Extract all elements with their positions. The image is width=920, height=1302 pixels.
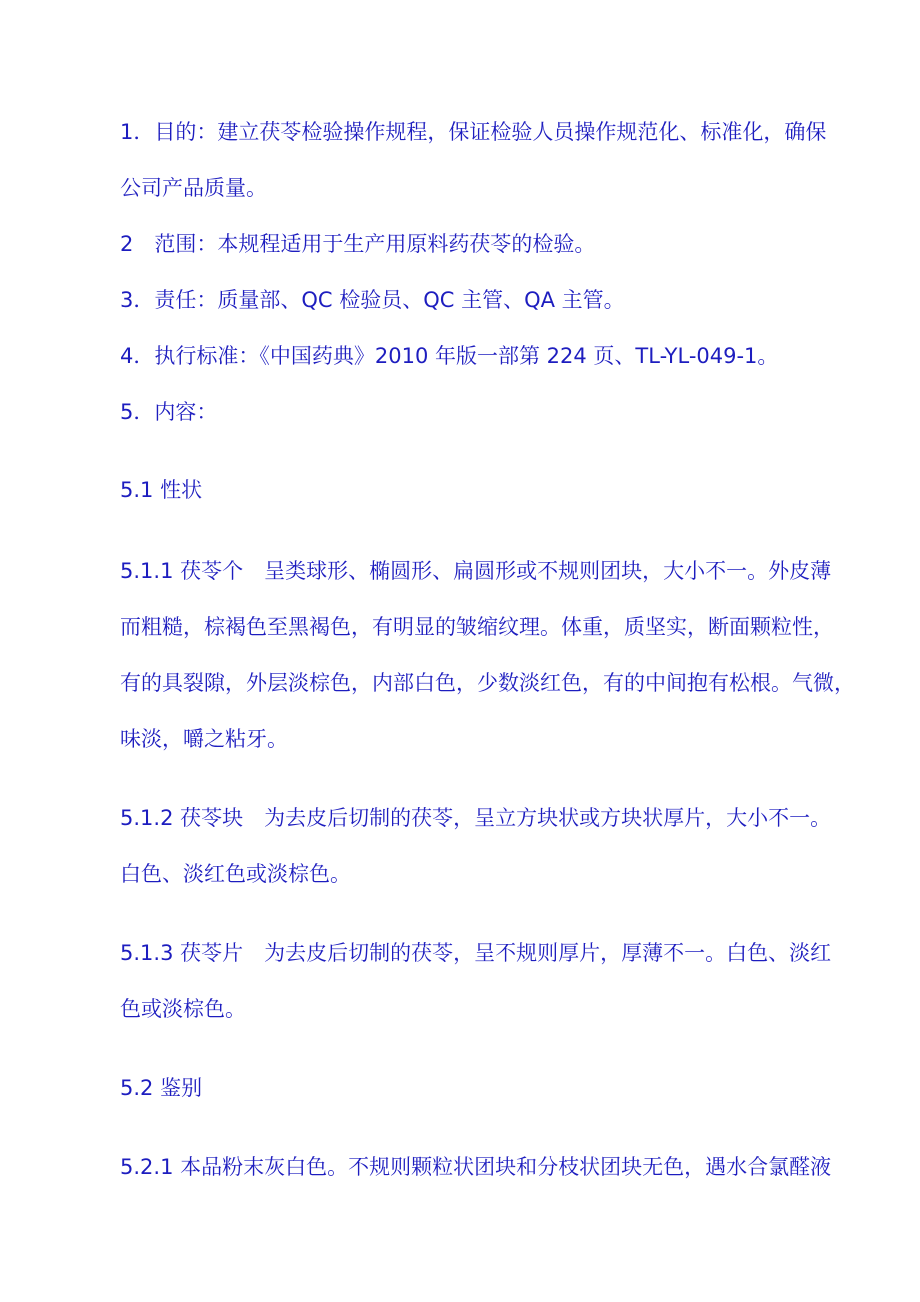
purpose-line-2: 公司产品质量。 — [120, 176, 267, 200]
section-5-1-1-line-2: 而粗糙，棕褐色至黑褐色，有明显的皱缩纹理。体重，质坚实，断面颗粒性， — [120, 615, 834, 639]
standard-line: 4．执行标准：《中国药典》2010 年版一部第 224 页、TL-YL-049-1。 — [120, 344, 779, 368]
section-5-1-2-line-2: 白色、淡红色或淡棕色。 — [120, 862, 351, 886]
scope-line: 2 范围：本规程适用于生产用原料药茯苓的检验。 — [120, 232, 596, 256]
section-5-1-1-line-3: 有的具裂隙，外层淡棕色，内部白色，少数淡红色，有的中间抱有松根。气微， — [120, 671, 855, 695]
section-5-2-heading: 5.2 鉴别 — [120, 1076, 203, 1100]
section-5-1-heading: 5.1 性状 — [120, 478, 203, 502]
section-5-1-2-line-1: 5.1.2 茯苓块 为去皮后切制的茯苓，呈立方块状或方块状厚片，大小不一。 — [120, 806, 832, 830]
responsibility-line: 3．责任：质量部、QC 检验员、QC 主管、QA 主管。 — [120, 288, 625, 312]
section-5-2-1-line-1: 5.2.1 本品粉末灰白色。不规则颗粒状团块和分枝状团块无色，遇水合氯醛液 — [120, 1155, 832, 1179]
content-heading: 5．内容： — [120, 400, 218, 424]
section-5-1-3-line-1: 5.1.3 茯苓片 为去皮后切制的茯苓，呈不规则厚片，厚薄不一。白色、淡红 — [120, 941, 832, 965]
purpose-line-1: 1．目的：建立茯苓检验操作规程，保证检验人员操作规范化、标准化，确保 — [120, 120, 827, 144]
section-5-1-1-line-1: 5.1.1 茯苓个 呈类球形、椭圆形、扁圆形或不规则团块，大小不一。外皮薄 — [120, 559, 832, 583]
section-5-1-3-line-2: 色或淡棕色。 — [120, 997, 246, 1021]
section-5-1-1-line-4: 味淡，嚼之粘牙。 — [120, 727, 288, 751]
